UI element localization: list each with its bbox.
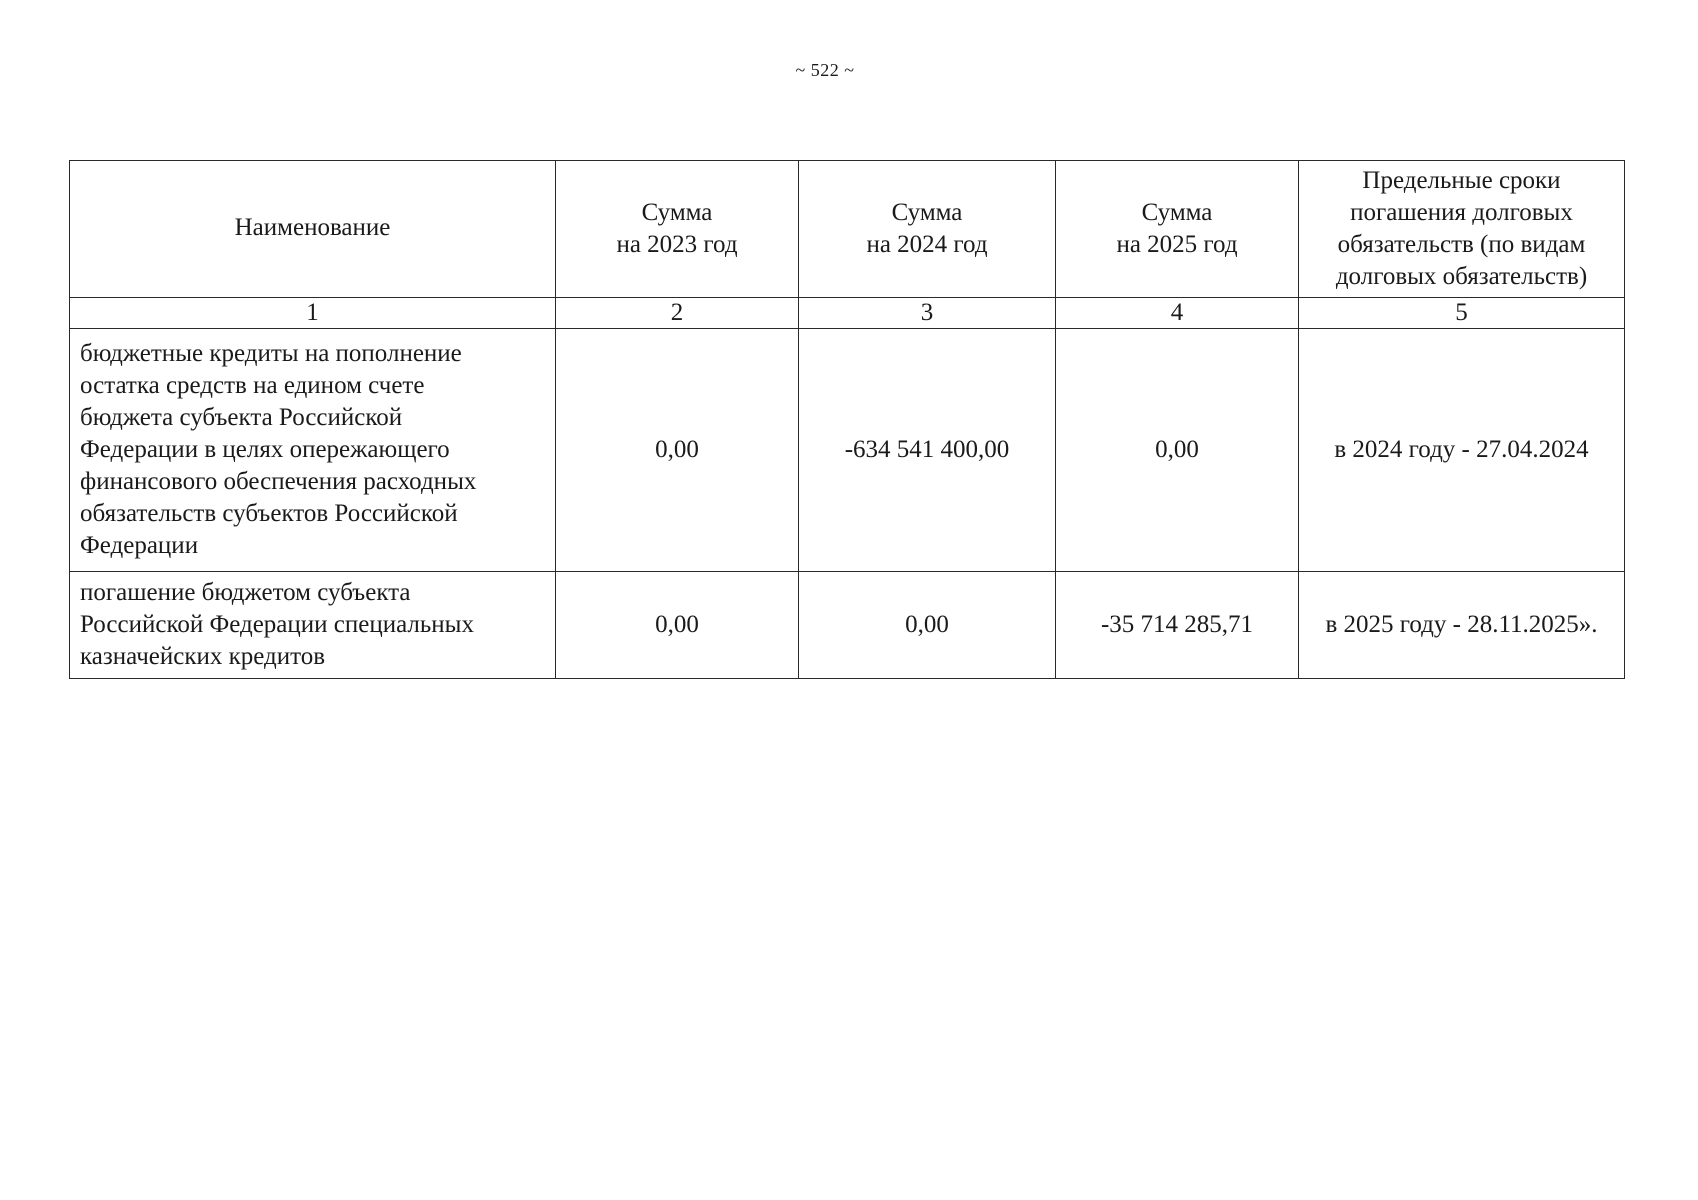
header-amount-2024-line-1: Сумма xyxy=(891,199,963,226)
row-name-line: обязательств субъектов Российской xyxy=(80,500,458,527)
column-number: 1 xyxy=(70,298,556,329)
header-deadline-line-4: долговых обязательств) xyxy=(1335,263,1588,290)
header-amount-2025-line-2: на 2025 год xyxy=(1116,231,1238,258)
column-number: 4 xyxy=(1056,298,1299,329)
row-name-line: бюджетные кредиты на пополнение xyxy=(80,340,462,367)
row-name-line: остатка средств на едином счете xyxy=(80,372,425,399)
header-amount-2023 xyxy=(556,161,799,298)
amount-2023-cell: 0,00 xyxy=(556,572,799,679)
table-row xyxy=(70,572,1625,679)
header-amount-2023-line-1: Сумма xyxy=(641,199,713,226)
table-header-row xyxy=(70,161,1625,298)
column-number: 5 xyxy=(1299,298,1625,329)
amount-2025-cell: -35 714 285,71 xyxy=(1056,572,1299,679)
header-deadline-line-3: обязательств (по видам xyxy=(1337,231,1586,258)
table-row xyxy=(70,329,1625,572)
header-amount-2024-line-2: на 2024 год xyxy=(866,231,988,258)
header-deadline-line-1: Предельные сроки xyxy=(1362,167,1561,194)
row-name-line: Федерации xyxy=(80,532,199,559)
column-number: 2 xyxy=(556,298,799,329)
header-amount-2024 xyxy=(799,161,1056,298)
row-name-line: финансового обеспечения расходных xyxy=(80,468,477,495)
page-number: ~ 522 ~ xyxy=(795,60,855,80)
header-deadline xyxy=(1299,161,1625,298)
row-name-line: бюджета субъекта Российской xyxy=(80,404,403,431)
column-number-row xyxy=(70,298,1625,329)
row-name-cell xyxy=(70,329,556,572)
amount-2025-cell: 0,00 xyxy=(1056,329,1299,572)
column-number: 3 xyxy=(799,298,1056,329)
row-name-line: Российской Федерации специальных xyxy=(80,611,474,638)
header-name: Наименование xyxy=(70,161,556,298)
header-amount-2025 xyxy=(1056,161,1299,298)
header-amount-2025-line-1: Сумма xyxy=(1141,199,1213,226)
debt-obligations-table xyxy=(69,160,1625,679)
header-deadline-line-2: погашения долговых xyxy=(1350,199,1573,226)
row-name-cell xyxy=(70,572,556,679)
row-name-line: погашение бюджетом субъекта xyxy=(80,579,411,606)
deadline-cell: в 2025 году - 28.11.2025». xyxy=(1299,572,1625,679)
amount-2024-cell: -634 541 400,00 xyxy=(799,329,1056,572)
row-name-line: Федерации в целях опережающего xyxy=(80,436,450,463)
deadline-cell: в 2024 году - 27.04.2024 xyxy=(1299,329,1625,572)
header-amount-2023-line-2: на 2023 год xyxy=(616,231,738,258)
row-name-line: казначейских кредитов xyxy=(80,643,326,670)
amount-2023-cell: 0,00 xyxy=(556,329,799,572)
amount-2024-cell: 0,00 xyxy=(799,572,1056,679)
